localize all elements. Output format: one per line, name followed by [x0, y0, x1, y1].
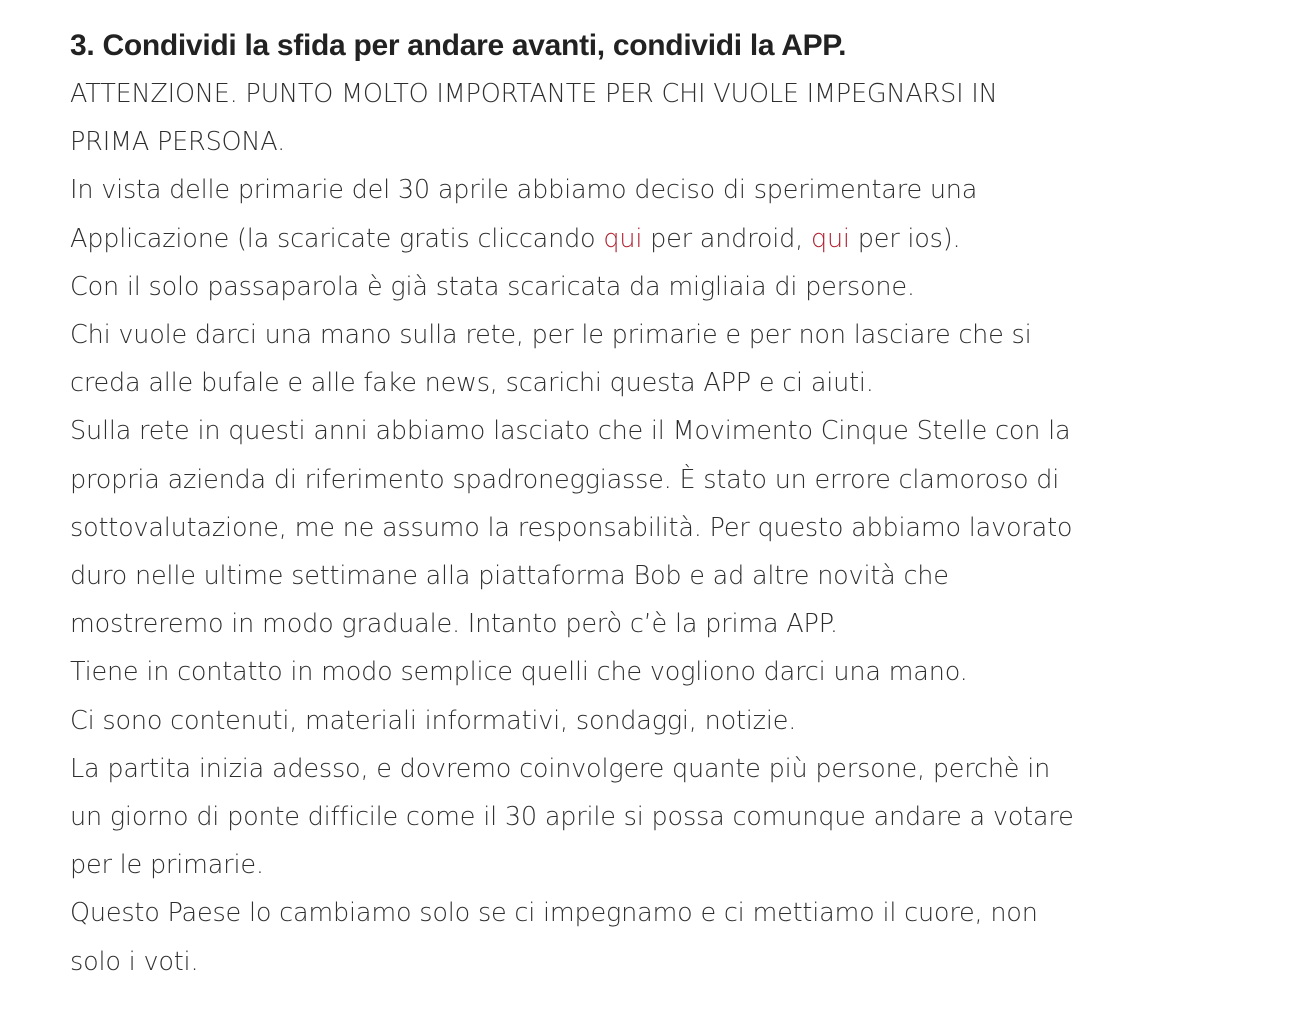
paragraph-line: creda alle bufale e alle fake news, scarichi questa APP e ci aiuti. [70, 368, 874, 399]
paragraph-line: ATTENZIONE. PUNTO MOLTO IMPORTANTE PER CHI VUOLE IMPEGNARSI IN [70, 79, 998, 109]
paragraph-line: sottovalutazione, me ne assumo la responsabilità. Per questo abbiamo lavorato [70, 512, 1073, 543]
paragraph-line: Tiene in contatto in modo semplice quelli che vogliono darci una mano. [70, 657, 968, 688]
paragraph-line: PRIMA PERSONA. [70, 127, 286, 158]
ios-download-link[interactable]: qui [810, 223, 850, 254]
paragraph-line: La partita inizia adesso, e dovremo coinvolgere quante più persone, perchè in [70, 753, 1051, 784]
paragraph-line: propria azienda di riferimento spadroneggiasse. È stato un errore clamoroso di [70, 464, 1060, 495]
paragraph-line: un giorno di ponte difficile come il 30 aprile si possa comunque andare a votare [70, 802, 1074, 833]
paragraph-line: Ci sono contenuti, materiali informativi, sondaggi, notizie. [70, 705, 797, 736]
text: per android, [642, 223, 811, 254]
paragraph-line: mostreremo in modo graduale. Intanto però c’è la prima APP. [70, 609, 838, 640]
section-heading: 3. Condividi la sfida per andare avanti, condividi la APP. [70, 29, 847, 62]
paragraph-line: Con il solo passaparola è già stata scaricata da migliaia di persone. [70, 271, 915, 302]
paragraph-line: per le primarie. [70, 850, 264, 881]
text: per ios). [849, 223, 961, 254]
paragraph-line: Chi vuole darci una mano sulla rete, per le primarie e per non lasciare che si [70, 320, 1032, 351]
paragraph-line: solo i voti. [70, 946, 199, 977]
paragraph-line: duro nelle ultime settimane alla piattaforma Bob e ad altre novità che [70, 561, 949, 592]
paragraph-line: In vista delle primarie del 30 aprile abbiamo deciso di sperimentare una [70, 175, 978, 206]
paragraph-line-with-links [70, 215, 1300, 263]
text: Applicazione (la scaricate gratis cliccando [70, 223, 604, 254]
android-download-link[interactable]: qui [603, 223, 643, 254]
article-body [70, 22, 1300, 986]
paragraph-line: Sulla rete in questi anni abbiamo lasciato che il Movimento Cinque Stelle con la [70, 416, 1071, 447]
paragraph-line: Questo Paese lo cambiamo solo se ci impegnamo e ci mettiamo il cuore, non [70, 898, 1038, 929]
